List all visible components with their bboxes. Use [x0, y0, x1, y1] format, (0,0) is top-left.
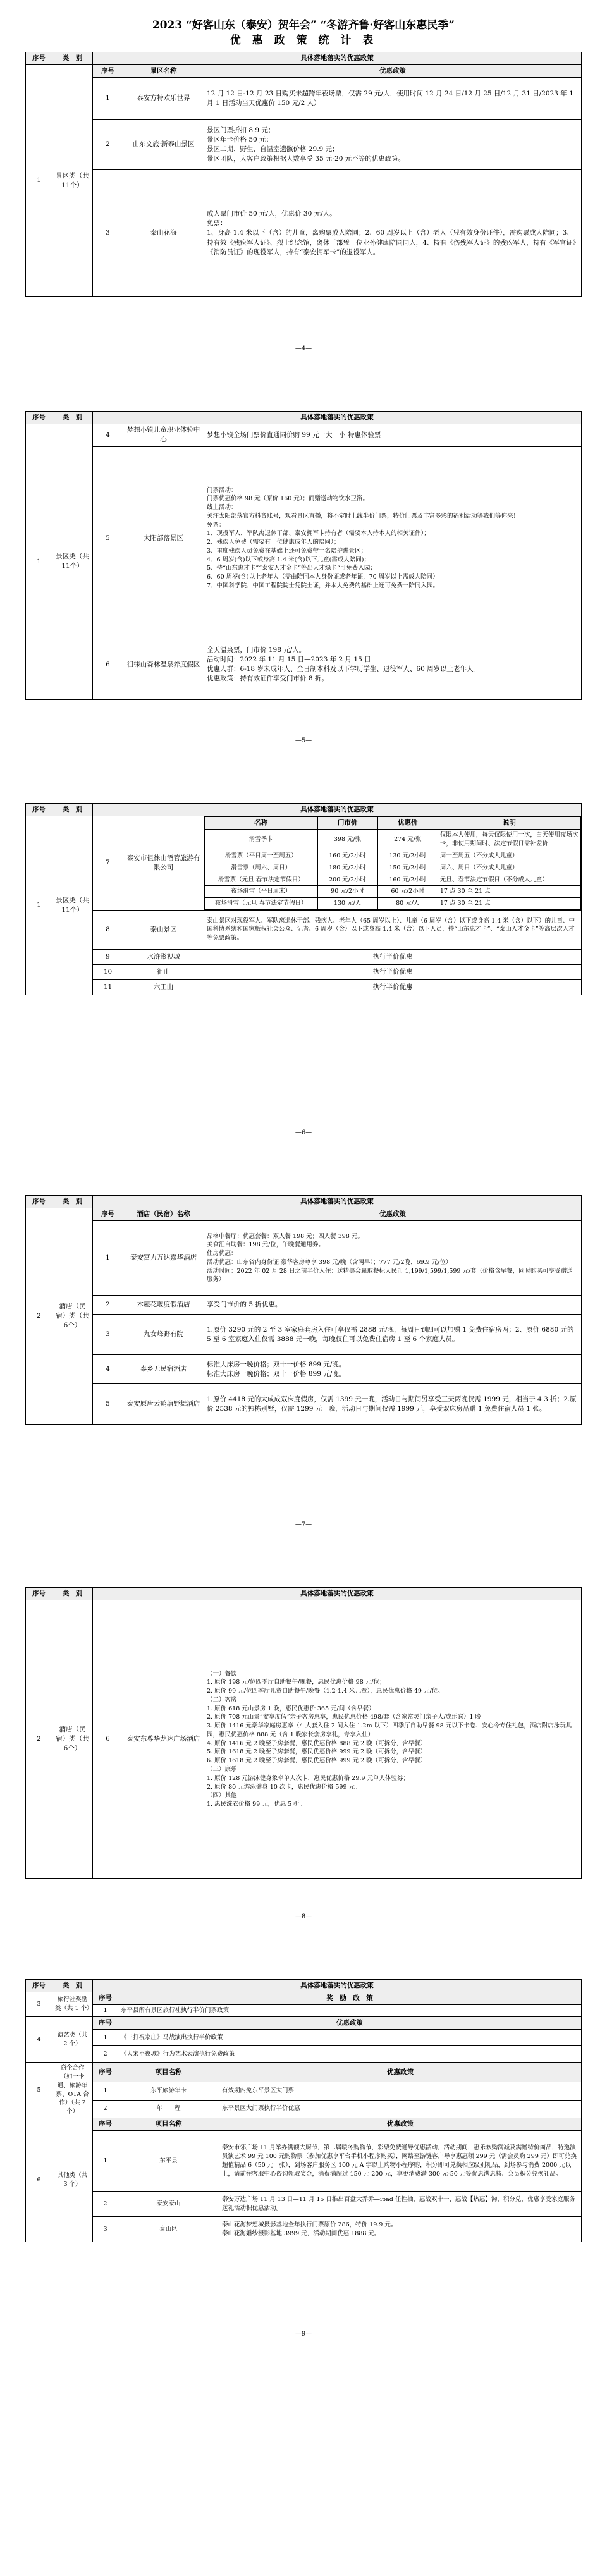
- item-policy: 执行半价优惠: [204, 949, 582, 964]
- header-policy-group: 具体落地落实的优惠政策: [93, 1196, 582, 1208]
- item-num: 1: [93, 2082, 118, 2100]
- item-num: 1: [93, 1221, 123, 1296]
- cell-door: 90 元/2小时: [317, 886, 377, 898]
- item-name: 梦想小镇儿童职业体验中心: [123, 424, 204, 446]
- item-policy: 泰安市邻广场 11 月举办满额大厨节，第二届暖冬购物节，彩票免费通导优惠活动，活动期间，惠乐欢购满减及满赠特价商品，特邀演员演艺术 99 元 100 元购物票（参加优惠享平台手机小程序购买），网络至游链客户导享惠惠额 299 元（需会员购 299 元）即可兑换超值精品 6（50 元一张），到场客户服务区 100 元 A 字以上购物小程序购，积分即可兑换相应级别礼品，到场参与消费 2000 元以上，请前往客服中心咨询领取奖金，消费满超过 150 元 200 元，享更消费满 300 元-50 元等优惠满惠特、会员积分兑换礼品。: [219, 2131, 582, 2192]
- item-num: 3: [93, 1315, 123, 1355]
- cell-price: 80 元/人: [377, 898, 438, 910]
- page-1: [0, 0, 607, 373]
- row-category: 酒店（民宿）类（共6个）: [52, 1600, 93, 1879]
- cell-price: 274 元/张: [377, 830, 438, 850]
- item-name: 太阳部落景区: [123, 446, 204, 630]
- header-sub-num: 序号: [93, 65, 123, 78]
- header-venue: 景区名称: [123, 65, 204, 78]
- cell-note: 元旦、春节法定节假日（不分成人儿童）: [438, 874, 580, 886]
- header-sub-num: 序号: [93, 1992, 118, 2005]
- document-title: 2023 “好客山东（泰安）贺年会” “冬游齐鲁·好客山东惠民季”: [152, 19, 455, 32]
- item-policy: 门票活动： 门票优惠价格 98 元（原价 160 元）；而赠送动物饮水卫浴。 线上活动： 关注太阳部落官方抖音账号，观看景区直播，将不定时上线半价门票，特价门票及丰富多彩的福利活动等我们等你来！ 免票： 1、现役军人，军队离退休干部、泰安拥军卡持有者（需要本人持本人的相关证件）； 2、残疾人免费（需要有一位健康成年人的陪同）； 3、重度残疾人员免费在基础上还可免费带一名陪护进景区； 4、6 周岁(含)以下或身高 1.4 米(含)以下儿童(需成人陪同)； 5、持“山东惠才卡”“泰安人才金卡”等出人才绿卡“可免费入园； 6、60 周岁(含)以上老年人（需由陪同本人身份证或老年证，70 周岁以上需成人陪同） 7、中国科学院、中国工程院院士凭院士证，并本人免费的基础上还可免费一陪同入园。: [204, 446, 582, 630]
- table-row: 滑雪票（平日周一至周五）: [205, 850, 318, 862]
- item-policy: 执行半价优惠: [204, 979, 582, 995]
- header-num: 序号: [26, 1196, 52, 1208]
- item-name: 泰安原唐云鹤塘野舞酒店: [123, 1384, 204, 1425]
- item-name: 泰安富力万达嘉华酒店: [123, 1221, 204, 1296]
- header-policy: 优惠政策: [204, 65, 582, 78]
- item-policy: 成人票门市价 50 元/人，优惠价 30 元/人。 免票： 1、身高 1.4 米以下（含）的儿童，离购票成人陪同；2、60 周岁以上（含）老人（凭有效身份证件），需购票成人陪同；3、持有效《残疾军人证》、烈士纪念馆，离休干部凭一位业孙健康陪同同人，4、持有《伤残军人证》的残疾军人，持有《军官证》《消防员证》的现役军人，持有“泰安拥军卡”的退役军人。: [204, 170, 582, 297]
- page-5: [0, 1568, 607, 1941]
- item-policy: 品格中餐厅：优惠套餐：双人餐 198 元；四人餐 398 元。 美食汇自助餐：198 元/位，午晚餐通用券。 住房优惠： 活动优惠：山东省内身份证 豪华客房尊享 398 元/晚（含两早）；777 元/2晚、69.9 元/位） 活动时间：2022 年 02 月 28 日之前半价入住：送精美会赢取餐标人民币 1,199/1,599/1,599 元/套（价格含早餐，同时购买可享受赠送服务）: [204, 1221, 582, 1296]
- policy-table-page-5: [25, 1587, 582, 1879]
- header-name: 名称: [205, 817, 318, 830]
- row-category: 商企合作（如一卡通、旅游年票、OTA 合作）（共 2 个）: [52, 2063, 93, 2118]
- item-num: 2: [93, 1296, 123, 1315]
- table-row: 滑雪票（元旦 春节法定节假日）: [205, 874, 318, 886]
- item-name: 东平县: [118, 2131, 219, 2192]
- item-policy: 泰山花海梦想城摄影基地全年执行门票原价 286，特价 19.9 元。 泰山花海婚纱摄影基地 3999 元，活动期间优惠 1888 元。: [219, 2217, 582, 2242]
- item-num: 4: [93, 424, 123, 446]
- item-policy: 享受门市价的 5 折优惠。: [204, 1296, 582, 1315]
- policy-table-page-1: [25, 52, 582, 297]
- row-num: 3: [26, 1992, 52, 2017]
- item-num: 2: [93, 2192, 118, 2217]
- row-category: 景区类（共11个）: [52, 65, 93, 297]
- item-num: 11: [93, 979, 123, 995]
- item-policy: 1.原价 3290 元的 2 至 3 室家庭套房入住可享仅需 2888 元/晚，每周日到四可以加赠 1 免费住宿房两；2、原价 6880 元的 5 至 6 室家庭入住仅需 3888 元一晚，每晚仅住可以免费住宿房 1 至 6 个家庭人员。: [204, 1315, 582, 1355]
- header-reward: 奖 励 政 策: [118, 1992, 582, 2005]
- item-num: 4: [93, 1355, 123, 1384]
- item-policy: （一）餐饮 1. 原价 198 元/位四季厅自助餐午/晚餐，惠民优惠价格 98 元/位； 2. 原价 99 元/位四季厅儿童自助餐午/晚餐（1.2-1.4 米儿童），惠民优惠价格 49 元/位。 （二）客房 1. 原价 618 元山景房 1 晚，惠民优惠价 365 元/间（含早餐） 2. 原价 708 元山景“安享度假”亲子客房惠享，惠民优惠价格 498/套（含家常灵门亲子大/成乐宾）1 晚 3. 原价 1416 元豪华家庭房惠享（4 人套入住 2 间入住 1.2m 以下）四季厅自助早餐 98 元以下卡卷、安心令专住礼包，酒店附店泳玩具园，惠民优惠价格 888 元（含 1 晚家长套房享礼，专享入住） 4. 原价 1416 元 2 晚至子房套餐，惠民优惠价格 888 元 2 晚（可拆分，含早餐） 5. 原价 1618 元 2 晚至子房套餐，惠民优惠价格 999 元 2 晚（可拆分，含早餐） 6. 原价 1618 元 2 晚至子房套餐，惠民优惠价格 999 元 2 晚（可拆分，含早餐） （三）康乐 1. 原价 128 元游泳健身象牵单人次卡，惠民优惠价格 29.9 元单人体验券； 2. 原价 80 元游泳健身 10 次卡，惠民优惠价格 599 元。 （四）其他 1. 惠民洗衣价格 99 元，优惠 5 折。: [204, 1600, 582, 1879]
- cell-note: 仅限本人使用，每天仅限使用一次，白天使用夜场次卡，非使用期间时、法定节假日需补差价: [438, 830, 580, 850]
- item-policy: 1.原价 4418 元的大成成双床度假房，仅需 1399 元一晚，活动日与期间另享受三天两晚仅需 1999 元，相当于 4.3 折；2.原价 2538 元的独栋别墅，仅需 1299 元一晚，活动日与期间仅需 1999 元，享受双床房品赠 1 免费住宿人员 1 张。: [204, 1384, 582, 1425]
- item-name: 泰安方特欢乐世界: [123, 78, 204, 120]
- row-num: 5: [26, 2063, 52, 2118]
- item-num: 1: [93, 2030, 118, 2046]
- header-project: 项目名称: [118, 2118, 219, 2131]
- item-num: 9: [93, 949, 123, 964]
- item-policy: 梦想小镇全场门票价直通同价购 99 元一大一小 特惠体验票: [204, 424, 582, 446]
- item-num: 3: [93, 2217, 118, 2242]
- row-category: 演艺类（共 2 个）: [52, 2017, 93, 2063]
- header-policy-group: 具体落地落实的优惠政策: [93, 1980, 582, 1992]
- row-num: 4: [26, 2017, 52, 2063]
- item-policy: 12 月 12 日-12 月 23 日购买未超跨年夜场票，仅需 29 元/人，使用时间 12 月 24 日/12 月 25 日/12 月 31 日/2023 年 1 月 1 日活动当天优惠价 150 元/2 人）: [204, 78, 582, 120]
- item-name: 年 程: [118, 2100, 219, 2118]
- item-policy: 泰山景区对现役军人、军队离退休干部、残疾人、老年人（65 周岁以上）、儿童（6 周岁（含）以下或身高 1.4 米（含）以下）的儿童、中国科协系统和国家版权社会公众、记者、6 周岁（含）以下或身高 1.4 米（含）以下人员，持“山东惠才卡”、“泰山人才金卡”等高层次人才等免票政策。: [204, 910, 582, 949]
- cell-door: 200 元/2小时: [317, 874, 377, 886]
- header-policy: 优惠政策: [219, 2063, 582, 2082]
- header-door-price: 门市价: [317, 817, 377, 830]
- cell-door: 180 元/2小时: [317, 862, 377, 874]
- ski-price-table: [204, 816, 581, 910]
- document-subtitle: 优 惠 政 策 统 计 表: [230, 34, 377, 47]
- item-num: 3: [93, 170, 123, 297]
- item-policy: 《三打祝家庄》马战演出执行半价政策: [118, 2030, 582, 2046]
- item-name: 泰安市徂徕山酒管旅游有限公司: [123, 816, 204, 911]
- row-category: 其他类（共 3 个）: [52, 2118, 93, 2242]
- cell-door: 398 元/张: [317, 830, 377, 850]
- item-policy: 标准大床房一晚价格；双十一价格 899 元/晚。 标准大床房一晚价格；双十一价格 899 元/晚。: [204, 1355, 582, 1384]
- header-num: 序号: [26, 804, 52, 816]
- page-number: —7—: [295, 1521, 312, 1528]
- item-policy: 东平景区大门票执行半价优惠: [219, 2100, 582, 2118]
- item-policy: 执行半价优惠: [204, 964, 582, 979]
- item-name: 泰安东尊华龙达广场酒店: [123, 1600, 204, 1879]
- page-4: [0, 1176, 607, 1549]
- item-num: 1: [93, 2005, 118, 2017]
- table-row: 夜场滑雪（平日周末）: [205, 886, 318, 898]
- item-num: 1: [93, 2131, 118, 2192]
- row-category: 酒店（民宿）类（共6个）: [52, 1208, 93, 1425]
- item-name: 六工山: [123, 979, 204, 995]
- row-num: 6: [26, 2118, 52, 2242]
- item-policy: 《大宋不夜城》行为艺术表演执行免费政策: [118, 2046, 582, 2063]
- header-policy-group: 具体落地落实的优惠政策: [93, 804, 582, 816]
- policy-table-page-2: [25, 411, 582, 700]
- header-sub-num: 序号: [93, 2017, 118, 2030]
- cell-note: 周一至周五（不分成人儿童）: [438, 850, 580, 862]
- header-num: 序号: [26, 412, 52, 424]
- header-policy-group: 具体落地落实的优惠政策: [93, 1588, 582, 1600]
- item-num: 5: [93, 1384, 123, 1425]
- page-number: —6—: [295, 1129, 312, 1136]
- item-name: 徂山: [123, 964, 204, 979]
- cell-door: 160 元/2小时: [317, 850, 377, 862]
- item-name: 泰乡无民宿酒店: [123, 1355, 204, 1384]
- item-name: 东平旅游年卡: [118, 2082, 219, 2100]
- header-sub-num: 序号: [93, 2063, 118, 2082]
- table-row: 滑雪季卡: [205, 830, 318, 850]
- item-name: 水浒影视城: [123, 949, 204, 964]
- header-num: 序号: [26, 52, 52, 65]
- page-number: —5—: [295, 737, 312, 744]
- page-number: —4—: [295, 345, 312, 352]
- item-name: 九女峰野有院: [123, 1315, 204, 1355]
- item-name: 泰山花海: [123, 170, 204, 297]
- table-row: 滑雪票（周六、周日）: [205, 862, 318, 874]
- header-policy-group: 具体落地落实的优惠政策: [93, 412, 582, 424]
- cell-price: 60 元/2小时: [377, 886, 438, 898]
- header-category: 类 别: [52, 1980, 93, 1992]
- cell-door: 130 元/人: [317, 898, 377, 910]
- item-policy: 有效期内免东平景区大门票: [219, 2082, 582, 2100]
- item-policy: 东平县所有景区旅行社执行半价门票政策: [118, 2005, 582, 2017]
- page-3: [0, 784, 607, 1157]
- header-policy: 优惠政策: [204, 1208, 582, 1221]
- page-number: —9—: [295, 2331, 312, 2338]
- item-num: 1: [93, 78, 123, 120]
- item-num: 8: [93, 910, 123, 949]
- item-policy: 全天温泉票，门市价 198 元/人。 活动时间：2022 年 11 月 15 日—2023 年 2 月 15 日 优惠人群：6-18 岁未成年人、全日制本科及以下学历学生、退役军人、60 周岁以上老年人。 优惠政策：持有效证件享受门市价 8 折。: [204, 630, 582, 699]
- header-category: 类 别: [52, 804, 93, 816]
- page-2: [0, 392, 607, 765]
- header-policy: 优惠政策: [219, 2118, 582, 2131]
- header-price: 优惠价: [377, 817, 438, 830]
- row-num: 1: [26, 65, 52, 297]
- cell-price: 130 元/2小时: [377, 850, 438, 862]
- header-category: 类 别: [52, 1196, 93, 1208]
- policy-table-page-6: [25, 1979, 582, 2242]
- header-category: 类 别: [52, 412, 93, 424]
- header-num: 序号: [26, 1588, 52, 1600]
- item-num: 7: [93, 816, 123, 911]
- row-num: 2: [26, 1600, 52, 1879]
- header-policy: 优惠政策: [118, 2017, 582, 2030]
- policy-table-page-4: [25, 1195, 582, 1425]
- item-num: 6: [93, 1600, 123, 1879]
- item-num: 2: [93, 120, 123, 170]
- row-category: 景区类（共11个）: [52, 424, 93, 699]
- row-num: 2: [26, 1208, 52, 1425]
- cell-price: 150 元/2小时: [377, 862, 438, 874]
- table-row: 夜场滑雪（元旦 春节法定节假日）: [205, 898, 318, 910]
- header-num: 序号: [26, 1980, 52, 1992]
- page-number: —8—: [295, 1913, 312, 1920]
- item-name: 泰山区: [118, 2217, 219, 2242]
- item-num: 6: [93, 630, 123, 699]
- item-num: 10: [93, 964, 123, 979]
- cell-note: 17 点 30 至 21 点: [438, 898, 580, 910]
- policy-table-page-3: [25, 803, 582, 995]
- header-note: 说明: [438, 817, 580, 830]
- row-category: 旅行社奖励类（共 1 个）: [52, 1992, 93, 2017]
- header-hotel: 酒店（民宿）名称: [123, 1208, 204, 1221]
- header-project: 项目名称: [118, 2063, 219, 2082]
- cell-price: 160 元/2小时: [377, 874, 438, 886]
- header-sub-num: 序号: [93, 1208, 123, 1221]
- item-num: 2: [93, 2100, 118, 2118]
- item-policy: 景区门票折扣 8.9 元； 景区年卡价格 50 元； 景区二期、野生，自温室遗骸价格 29.9 元； 景区团队，大客户政策根据人数享受 35 元-20 元不等的优惠政策。: [204, 120, 582, 170]
- cell-note: 17 点 30 至 21 点: [438, 886, 580, 898]
- header-sub-num: 序号: [93, 2118, 118, 2131]
- item-name: 泰安泰山: [118, 2192, 219, 2217]
- item-name: 木屋花堰度假酒店: [123, 1296, 204, 1315]
- row-num: 1: [26, 816, 52, 995]
- row-num: 1: [26, 424, 52, 699]
- item-name: 山东文旅·新泰山景区: [123, 120, 204, 170]
- item-name: 徂徕山森林温泉养度假区: [123, 630, 204, 699]
- header-category: 类 别: [52, 52, 93, 65]
- header-policy-group: 具体落地落实的优惠政策: [93, 52, 582, 65]
- page-6: [0, 1960, 607, 2348]
- item-num: 2: [93, 2046, 118, 2063]
- header-category: 类 别: [52, 1588, 93, 1600]
- item-name: 泰山景区: [123, 910, 204, 949]
- item-policy: 泰安万达广场 11 月 13 日—11 月 15 日推出百盘大乔乔—ipad 任性抽，惠战双十一、惠战【热惠】淘，积分兑，优惠享受家庭服务送礼活动积优惠活动。: [219, 2192, 582, 2217]
- cell-note: 周六、周日（不分成人儿童）: [438, 862, 580, 874]
- row-category: 景区类（共11个）: [52, 816, 93, 995]
- item-num: 5: [93, 446, 123, 630]
